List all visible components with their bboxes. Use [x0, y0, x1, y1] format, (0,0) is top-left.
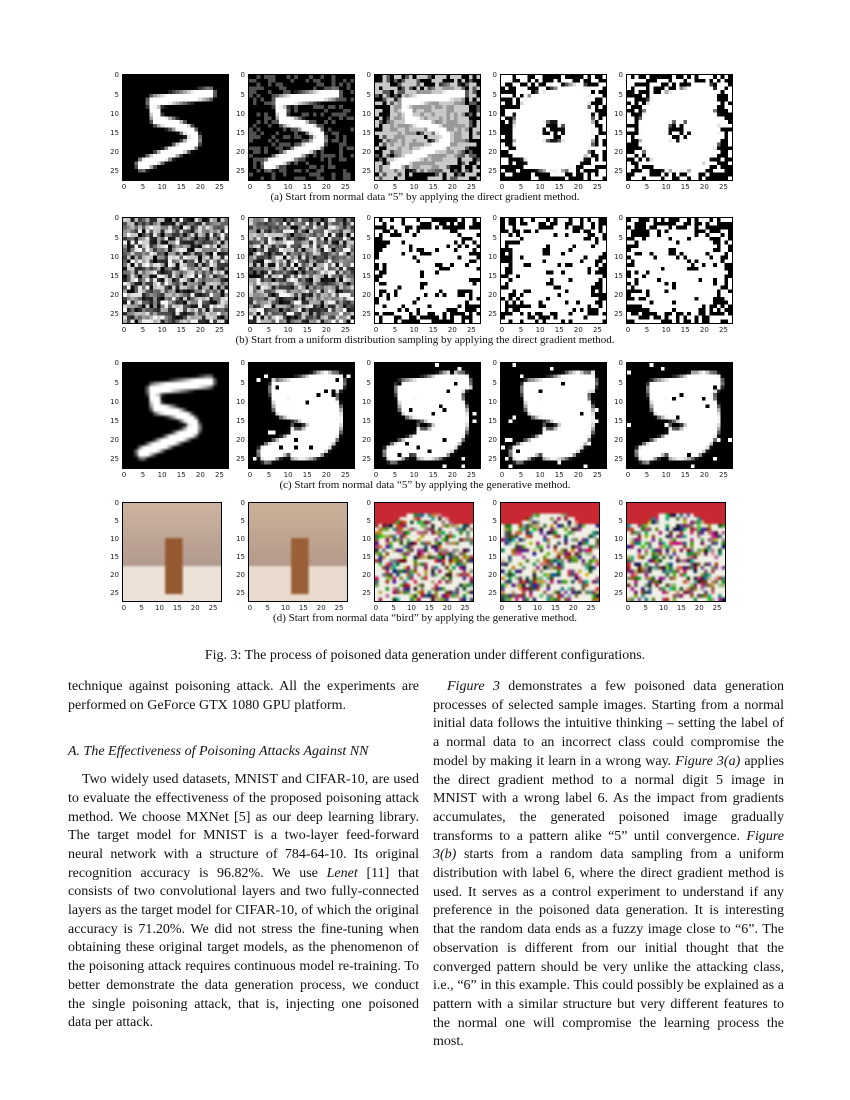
- x-tick-label: 0: [373, 604, 379, 612]
- x-tick-label: 5: [265, 604, 270, 612]
- y-tick-label: 15: [110, 128, 119, 137]
- x-tick-label: 20: [568, 604, 578, 612]
- y-tick-label: 0: [366, 214, 371, 223]
- x-tick-label: 20: [447, 183, 457, 191]
- x-tick-label: 10: [281, 604, 290, 612]
- x-tick-label: 20: [190, 604, 200, 612]
- y-tick-label: 20: [488, 147, 497, 156]
- x-tick-label: 0: [625, 326, 631, 334]
- y-tick-label: 20: [236, 290, 245, 299]
- x-tick-label: 5: [644, 326, 650, 334]
- x-tick-label: 5: [140, 471, 146, 479]
- x-tick-label: 20: [699, 183, 709, 191]
- x-tick-label: 25: [586, 604, 596, 612]
- x-tick-label: 10: [157, 326, 167, 334]
- x-tick-label: 5: [392, 471, 398, 479]
- y-tick-label: 25: [614, 588, 623, 597]
- y-tick-label: 0: [366, 359, 371, 368]
- y-tick-label: 10: [488, 535, 497, 543]
- subfigure-caption: (b) Start from a uniform distribution sampling by applying the direct gradient method.: [235, 334, 615, 346]
- y-tick-label: 0: [240, 71, 245, 80]
- x-tick-label: 25: [718, 183, 728, 191]
- x-tick-label: 15: [680, 326, 690, 334]
- x-tick-label: 20: [699, 326, 709, 334]
- y-tick-label: 15: [236, 271, 245, 280]
- x-tick-label: 25: [466, 471, 476, 479]
- x-tick-label: 10: [157, 471, 167, 479]
- x-tick-label: 20: [447, 326, 457, 334]
- panel-image: [500, 74, 607, 181]
- y-tick-label: 0: [618, 214, 623, 223]
- y-tick-label: 20: [236, 435, 245, 444]
- x-tick-label: 10: [659, 604, 668, 612]
- y-tick-label: 20: [488, 435, 497, 444]
- y-tick-label: 10: [110, 252, 119, 261]
- y-tick-label: 5: [492, 517, 497, 526]
- y-tick-label: 0: [366, 499, 371, 508]
- x-tick-label: 20: [195, 471, 205, 479]
- x-tick-label: 15: [428, 183, 438, 191]
- x-tick-label: 15: [176, 183, 186, 191]
- left-column: [68, 678, 419, 1033]
- y-tick-label: 15: [236, 416, 245, 425]
- y-tick-label: 0: [240, 214, 245, 223]
- y-tick-label: 10: [488, 109, 497, 118]
- panel-image: [374, 74, 481, 181]
- subfigure-caption: (a) Start from normal data “5” by applying the direct gradient method.: [270, 191, 580, 203]
- y-tick-label: 5: [618, 233, 623, 242]
- x-tick-label: 0: [247, 604, 253, 612]
- panel-image: [122, 217, 229, 324]
- figure-panel: [110, 214, 229, 334]
- panel-image: [122, 362, 229, 469]
- x-tick-label: 15: [172, 604, 182, 612]
- y-tick-label: 0: [618, 499, 623, 508]
- y-tick-label: 15: [488, 271, 497, 280]
- y-tick-label: 25: [110, 166, 119, 175]
- y-tick-label: 25: [488, 454, 497, 463]
- y-tick-label: 25: [362, 454, 371, 463]
- x-tick-label: 0: [625, 183, 631, 191]
- y-tick-label: 5: [366, 378, 371, 387]
- y-tick-label: 20: [236, 147, 245, 156]
- x-tick-label: 0: [121, 326, 127, 334]
- x-tick-label: 0: [625, 471, 631, 479]
- x-tick-label: 0: [121, 471, 127, 479]
- y-tick-label: 10: [488, 397, 497, 406]
- panel-image: [626, 502, 726, 602]
- panel-image: [374, 502, 474, 602]
- x-tick-label: 20: [573, 471, 583, 479]
- y-tick-label: 10: [110, 535, 119, 543]
- figure-panel: [236, 359, 355, 479]
- y-tick-label: 5: [618, 378, 623, 387]
- figure-panel: [236, 214, 355, 334]
- x-tick-label: 5: [518, 183, 524, 191]
- y-tick-label: 20: [362, 147, 371, 156]
- x-tick-label: 25: [214, 183, 224, 191]
- x-tick-label: 0: [247, 471, 253, 479]
- x-tick-label: 20: [573, 183, 583, 191]
- panel-image: [626, 217, 733, 324]
- y-tick-label: 5: [618, 517, 623, 526]
- figure-panel: [614, 359, 733, 479]
- y-tick-label: 5: [492, 233, 497, 242]
- x-tick-label: 5: [392, 183, 398, 191]
- y-tick-label: 0: [114, 359, 119, 368]
- x-tick-label: 10: [157, 183, 167, 191]
- panel-image: [500, 217, 607, 324]
- x-tick-label: 0: [499, 604, 505, 612]
- panel-image: [374, 362, 481, 469]
- x-tick-label: 5: [266, 471, 272, 479]
- x-tick-label: 0: [499, 326, 505, 334]
- y-tick-label: 5: [240, 90, 245, 99]
- x-tick-label: 5: [392, 326, 398, 334]
- panel-image: [248, 217, 355, 324]
- figure-panel: [488, 359, 607, 479]
- y-tick-label: 20: [110, 290, 119, 299]
- x-tick-label: 15: [680, 471, 690, 479]
- x-tick-label: 20: [573, 326, 583, 334]
- x-tick-label: 15: [554, 471, 564, 479]
- x-tick-label: 15: [302, 471, 312, 479]
- figure-panel: [488, 499, 600, 612]
- y-tick-label: 15: [110, 552, 119, 561]
- figure-panel: [236, 71, 355, 191]
- x-tick-label: 15: [428, 471, 438, 479]
- y-tick-label: 5: [240, 378, 245, 387]
- y-tick-label: 25: [362, 588, 371, 597]
- y-tick-label: 5: [618, 90, 623, 99]
- y-tick-label: 5: [366, 90, 371, 99]
- y-tick-label: 25: [488, 588, 497, 597]
- y-tick-label: 5: [240, 233, 245, 242]
- figure-panel: [110, 499, 222, 612]
- x-tick-label: 0: [373, 326, 379, 334]
- panel-image: [374, 217, 481, 324]
- x-tick-label: 25: [712, 604, 722, 612]
- y-tick-label: 25: [614, 454, 623, 463]
- figure-panel: [362, 499, 474, 612]
- y-tick-label: 0: [618, 71, 623, 80]
- y-tick-label: 0: [366, 71, 371, 80]
- x-tick-label: 5: [644, 183, 650, 191]
- x-tick-label: 10: [283, 183, 293, 191]
- y-tick-label: 15: [362, 416, 371, 425]
- x-tick-label: 10: [409, 471, 419, 479]
- y-tick-label: 5: [114, 517, 119, 526]
- x-tick-label: 20: [447, 471, 457, 479]
- figure-panel: [614, 499, 726, 612]
- y-tick-label: 25: [362, 309, 371, 318]
- y-tick-label: 20: [614, 435, 623, 444]
- y-tick-label: 5: [492, 378, 497, 387]
- x-tick-label: 20: [321, 183, 331, 191]
- x-tick-label: 10: [407, 604, 416, 612]
- x-tick-label: 25: [592, 326, 602, 334]
- y-tick-label: 5: [240, 517, 245, 526]
- y-tick-label: 20: [110, 570, 119, 579]
- y-tick-label: 10: [362, 109, 371, 118]
- x-tick-label: 20: [316, 604, 326, 612]
- figure-panel: [362, 359, 481, 479]
- y-tick-label: 10: [362, 397, 371, 406]
- y-tick-label: 20: [236, 570, 245, 579]
- paragraph: Two widely used datasets, MNIST and CIFAR-10, are used to evaluate the effectiveness of the proposed poisoning attack method. We choose MXNet [5] as our deep learning library. The target model for MNIST is a two-layer feed-forward neural network with a structure of 784-64-10. Its original recognition accuracy is 96.82%. We use Lenet [11] that consists of two convolutional layers and two fully-connected layers as the target model for CIFAR-10, of which the original accuracy is 71.20%. We did not stress the fine-tuning when obtaining these original target models, as the phenomenon of the poisoning attack requires continuous model re-training. To better demonstrate the data generation process, we conduct the single poisoning attack, that is, injecting one poisoned data per attack.: [68, 772, 419, 1031]
- y-tick-label: 0: [114, 499, 119, 508]
- x-tick-label: 20: [442, 604, 452, 612]
- x-tick-label: 10: [661, 183, 671, 191]
- x-tick-label: 25: [592, 471, 602, 479]
- y-tick-label: 15: [488, 552, 497, 561]
- subfigure-caption: (c) Start from normal data “5” by applying the generative method.: [279, 479, 571, 491]
- x-tick-label: 20: [195, 183, 205, 191]
- y-tick-label: 15: [488, 128, 497, 137]
- y-tick-label: 5: [366, 517, 371, 526]
- figure-panel: [614, 214, 733, 334]
- y-tick-label: 5: [366, 233, 371, 242]
- x-tick-label: 15: [176, 326, 186, 334]
- y-tick-label: 5: [492, 90, 497, 99]
- figure-caption: Fig. 3: The process of poisoned data generation under different configurations.: [204, 648, 646, 663]
- x-tick-label: 15: [428, 326, 438, 334]
- y-tick-label: 5: [114, 90, 119, 99]
- x-tick-label: 0: [373, 471, 379, 479]
- x-tick-label: 15: [676, 604, 686, 612]
- y-tick-label: 10: [614, 535, 623, 543]
- y-tick-label: 15: [110, 271, 119, 280]
- y-tick-label: 10: [236, 535, 245, 543]
- x-tick-label: 25: [214, 326, 224, 334]
- y-tick-label: 10: [110, 109, 119, 118]
- y-tick-label: 10: [362, 252, 371, 261]
- y-tick-label: 15: [236, 128, 245, 137]
- x-tick-label: 15: [176, 471, 186, 479]
- x-tick-label: 20: [321, 471, 331, 479]
- figure-panel: [110, 359, 229, 479]
- x-tick-label: 5: [140, 183, 146, 191]
- x-tick-label: 15: [302, 183, 312, 191]
- y-tick-label: 5: [114, 378, 119, 387]
- x-tick-label: 5: [518, 471, 524, 479]
- x-tick-label: 5: [517, 604, 522, 612]
- x-tick-label: 10: [535, 183, 545, 191]
- x-tick-label: 25: [592, 183, 602, 191]
- figure-panel: [110, 71, 229, 191]
- y-tick-label: 15: [362, 128, 371, 137]
- y-tick-label: 15: [362, 552, 371, 561]
- x-tick-label: 15: [554, 183, 564, 191]
- y-tick-label: 25: [488, 309, 497, 318]
- x-tick-label: 10: [409, 326, 419, 334]
- x-tick-label: 5: [643, 604, 648, 612]
- x-tick-label: 5: [644, 471, 650, 479]
- x-tick-label: 0: [499, 183, 505, 191]
- x-tick-label: 25: [208, 604, 218, 612]
- x-tick-label: 10: [283, 326, 293, 334]
- x-tick-label: 10: [533, 604, 542, 612]
- x-tick-label: 15: [554, 326, 564, 334]
- y-tick-label: 25: [614, 166, 623, 175]
- y-tick-label: 20: [362, 435, 371, 444]
- x-tick-label: 25: [466, 183, 476, 191]
- x-tick-label: 0: [499, 471, 505, 479]
- x-tick-label: 15: [680, 183, 690, 191]
- figure-panel: [614, 71, 733, 191]
- y-tick-label: 0: [618, 359, 623, 368]
- x-tick-label: 10: [155, 604, 164, 612]
- panel-image: [248, 362, 355, 469]
- x-tick-label: 25: [718, 471, 728, 479]
- x-tick-label: 15: [302, 326, 312, 334]
- y-tick-label: 25: [488, 166, 497, 175]
- y-tick-label: 15: [110, 416, 119, 425]
- x-tick-label: 15: [298, 604, 308, 612]
- y-tick-label: 10: [614, 252, 623, 261]
- section-heading: A. The Effectiveness of Poisoning Attacks Against NN: [68, 744, 369, 760]
- panel-image: [248, 502, 348, 602]
- y-tick-label: 0: [492, 214, 497, 223]
- paragraph: technique against poisoning attack. All the experiments are performed on GeForce GTX 1080 GPU platform.: [68, 679, 419, 713]
- y-tick-label: 10: [236, 252, 245, 261]
- figure-panel: [362, 71, 481, 191]
- x-tick-label: 5: [391, 604, 396, 612]
- y-tick-label: 25: [236, 454, 245, 463]
- y-tick-label: 25: [110, 454, 119, 463]
- x-tick-label: 10: [535, 326, 545, 334]
- y-tick-label: 0: [240, 359, 245, 368]
- y-tick-label: 0: [492, 71, 497, 80]
- y-tick-label: 25: [110, 309, 119, 318]
- x-tick-label: 25: [340, 326, 350, 334]
- right-column: [433, 678, 784, 1052]
- y-tick-label: 5: [114, 233, 119, 242]
- x-tick-label: 25: [466, 326, 476, 334]
- x-tick-label: 5: [139, 604, 144, 612]
- x-tick-label: 0: [247, 326, 253, 334]
- y-tick-label: 15: [614, 128, 623, 137]
- y-tick-label: 10: [614, 397, 623, 406]
- y-tick-label: 25: [614, 309, 623, 318]
- panel-image: [626, 74, 733, 181]
- y-tick-label: 10: [110, 397, 119, 406]
- x-tick-label: 10: [661, 326, 671, 334]
- x-tick-label: 0: [121, 604, 127, 612]
- x-tick-label: 20: [195, 326, 205, 334]
- x-tick-label: 25: [334, 604, 344, 612]
- panel-image: [122, 502, 222, 602]
- y-tick-label: 20: [614, 570, 623, 579]
- x-tick-label: 5: [518, 326, 524, 334]
- y-tick-label: 20: [110, 147, 119, 156]
- panel-image: [626, 362, 733, 469]
- y-tick-label: 25: [236, 309, 245, 318]
- figure-panel: [488, 71, 607, 191]
- figure-panel: [362, 214, 481, 334]
- x-tick-label: 25: [340, 471, 350, 479]
- x-tick-label: 0: [373, 183, 379, 191]
- subfigure-caption: (d) Start from normal data “bird” by applying the generative method.: [273, 612, 577, 624]
- y-tick-label: 20: [110, 435, 119, 444]
- y-tick-label: 15: [362, 271, 371, 280]
- y-tick-label: 15: [614, 271, 623, 280]
- y-tick-label: 0: [240, 499, 245, 508]
- y-tick-label: 15: [488, 416, 497, 425]
- x-tick-label: 10: [409, 183, 419, 191]
- y-tick-label: 10: [362, 535, 371, 543]
- x-tick-label: 25: [718, 326, 728, 334]
- y-tick-label: 15: [614, 416, 623, 425]
- panel-image: [500, 362, 607, 469]
- y-tick-label: 10: [236, 109, 245, 118]
- x-tick-label: 20: [321, 326, 331, 334]
- x-tick-label: 25: [214, 471, 224, 479]
- y-tick-label: 10: [488, 252, 497, 261]
- x-tick-label: 20: [694, 604, 704, 612]
- y-tick-label: 20: [614, 290, 623, 299]
- y-tick-label: 0: [492, 499, 497, 508]
- y-tick-label: 10: [614, 109, 623, 118]
- x-tick-label: 10: [283, 471, 293, 479]
- y-tick-label: 10: [236, 397, 245, 406]
- y-tick-label: 20: [488, 290, 497, 299]
- x-tick-label: 15: [424, 604, 434, 612]
- x-tick-label: 20: [699, 471, 709, 479]
- x-tick-label: 0: [247, 183, 253, 191]
- x-tick-label: 10: [661, 471, 671, 479]
- x-tick-label: 5: [140, 326, 146, 334]
- x-tick-label: 25: [460, 604, 470, 612]
- y-tick-label: 15: [236, 552, 245, 561]
- panel-image: [500, 502, 600, 602]
- panel-image: [122, 74, 229, 181]
- y-tick-label: 25: [110, 588, 119, 597]
- x-tick-label: 0: [121, 183, 127, 191]
- y-tick-label: 25: [236, 588, 245, 597]
- y-tick-label: 25: [236, 166, 245, 175]
- figure-panel: [488, 214, 607, 334]
- x-tick-label: 0: [625, 604, 631, 612]
- y-tick-label: 15: [614, 552, 623, 561]
- y-tick-label: 0: [114, 214, 119, 223]
- x-tick-label: 5: [266, 326, 272, 334]
- y-tick-label: 20: [362, 290, 371, 299]
- x-tick-label: 25: [340, 183, 350, 191]
- x-tick-label: 15: [550, 604, 560, 612]
- figure-panel: [236, 499, 348, 612]
- y-tick-label: 20: [614, 147, 623, 156]
- panel-image: [248, 74, 355, 181]
- x-tick-label: 10: [535, 471, 545, 479]
- y-tick-label: 0: [492, 359, 497, 368]
- y-tick-label: 20: [362, 570, 371, 579]
- paragraph: Figure 3 demonstrates a few poisoned data generation processes of selected sample images. Starting from a normal initial data follows the intuitive thinking – setting the label of a normal data to an incorrect class could compromise the model by making it learn in a wrong way. Figure 3(a) applies the direct gradient method to a normal digit 5 image in MNIST with a wrong label 6. As the impact from gradients accumulates, the generated poisoned image gradually transforms to a pattern alike “5” until convergence. Figure 3(b) starts from a random data sampling from a uniform distribution with label 6, where the direct gradient method is used. It serves as a control experiment to understand if any preference in the poisoned data generation. It is interesting that the random data ends as a fuzzy image close to “6”. The observation is different from our initial thought that the converged pattern should be very unlike the attacking class, i.e., “6” in this example. This could possibly be explained as a pattern with a similar structure but very different features to the normal one will compromise the learning process the most.: [433, 679, 785, 1050]
- y-tick-label: 25: [362, 166, 371, 175]
- y-tick-label: 20: [488, 570, 497, 579]
- x-tick-label: 5: [266, 183, 272, 191]
- y-tick-label: 0: [114, 71, 119, 80]
